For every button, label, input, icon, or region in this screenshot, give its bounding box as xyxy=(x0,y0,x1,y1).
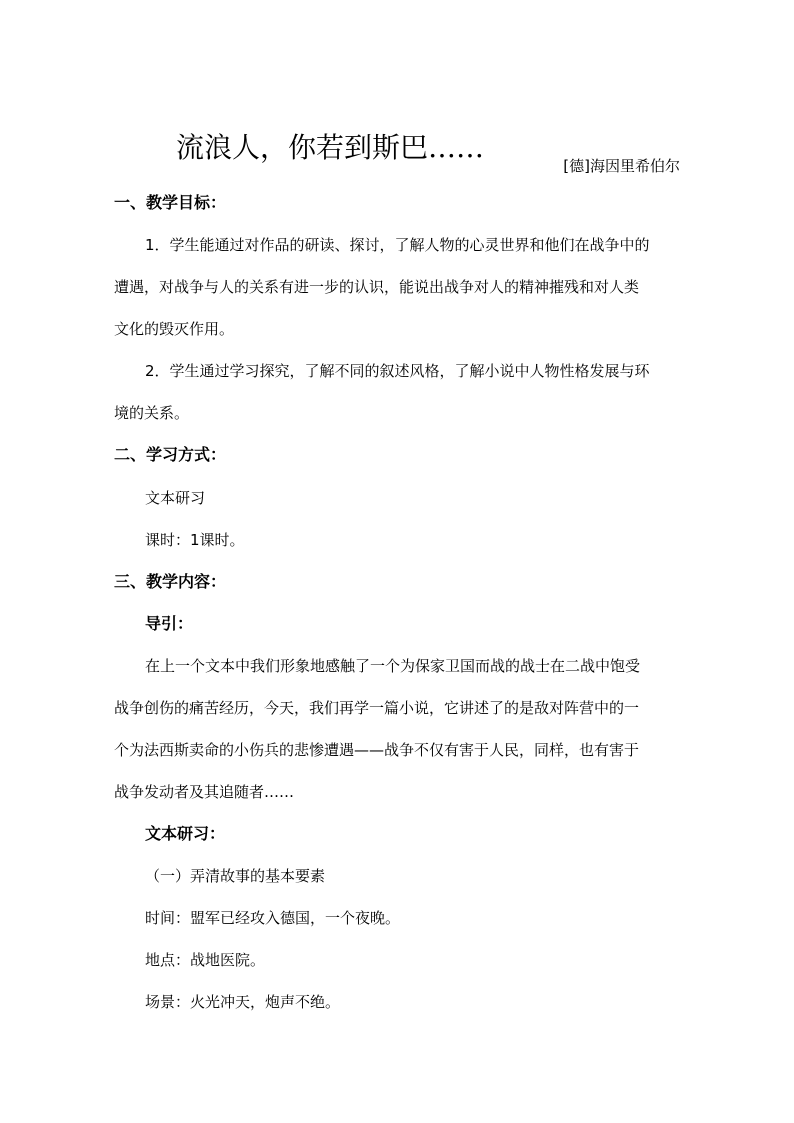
study-item-1: （一）弄清故事的基本要素 xyxy=(145,867,326,885)
section-heading-goals: 一、教学目标： xyxy=(114,193,227,212)
section-heading-content: 三、教学内容： xyxy=(114,572,227,591)
goal-1-line-3: 文化的毁灭作用。 xyxy=(114,320,235,338)
author-line: [德]海因里希伯尔 xyxy=(563,157,680,175)
method-text: 文本研习 xyxy=(145,489,206,507)
element-time: 时间：盟军已经攻入德国，一个夜晚。 xyxy=(145,909,401,927)
subheading-intro: 导引： xyxy=(145,614,194,633)
goal-1-line-1: 1．学生能通过对作品的研读、探讨，了解人物的心灵世界和他们在战争中的 xyxy=(145,236,650,254)
class-hours: 课时：1课时。 xyxy=(145,531,245,549)
element-place: 地点：战地医院。 xyxy=(145,951,266,969)
section-heading-method: 二、学习方式： xyxy=(114,445,227,464)
intro-line-4: 战争发动者及其追随者…… xyxy=(114,783,295,801)
goal-2-line-2: 境的关系。 xyxy=(114,404,190,422)
intro-line-1: 在上一个文本中我们形象地感触了一个为保家卫国而战的战士在二战中饱受 xyxy=(145,657,641,675)
subheading-study: 文本研习： xyxy=(145,824,226,843)
goal-2-line-1: 2．学生通过学习探究，了解不同的叙述风格，了解小说中人物性格发展与环 xyxy=(145,362,650,380)
intro-line-2: 战争创伤的痛苦经历，今天，我们再学一篇小说，它讲述了的是敌对阵营中的一 xyxy=(114,699,640,717)
intro-line-3: 个为法西斯卖命的小伤兵的悲惨遭遇——战争不仅有害于人民，同样，也有害于 xyxy=(114,741,640,759)
element-scene: 场景：火光冲天，炮声不绝。 xyxy=(145,993,341,1011)
document-title: 流浪人，你若到斯巴…… xyxy=(176,131,485,164)
goal-1-line-2: 遭遇，对战争与人的关系有进一步的认识，能说出战争对人的精神摧残和对人类 xyxy=(114,278,640,296)
